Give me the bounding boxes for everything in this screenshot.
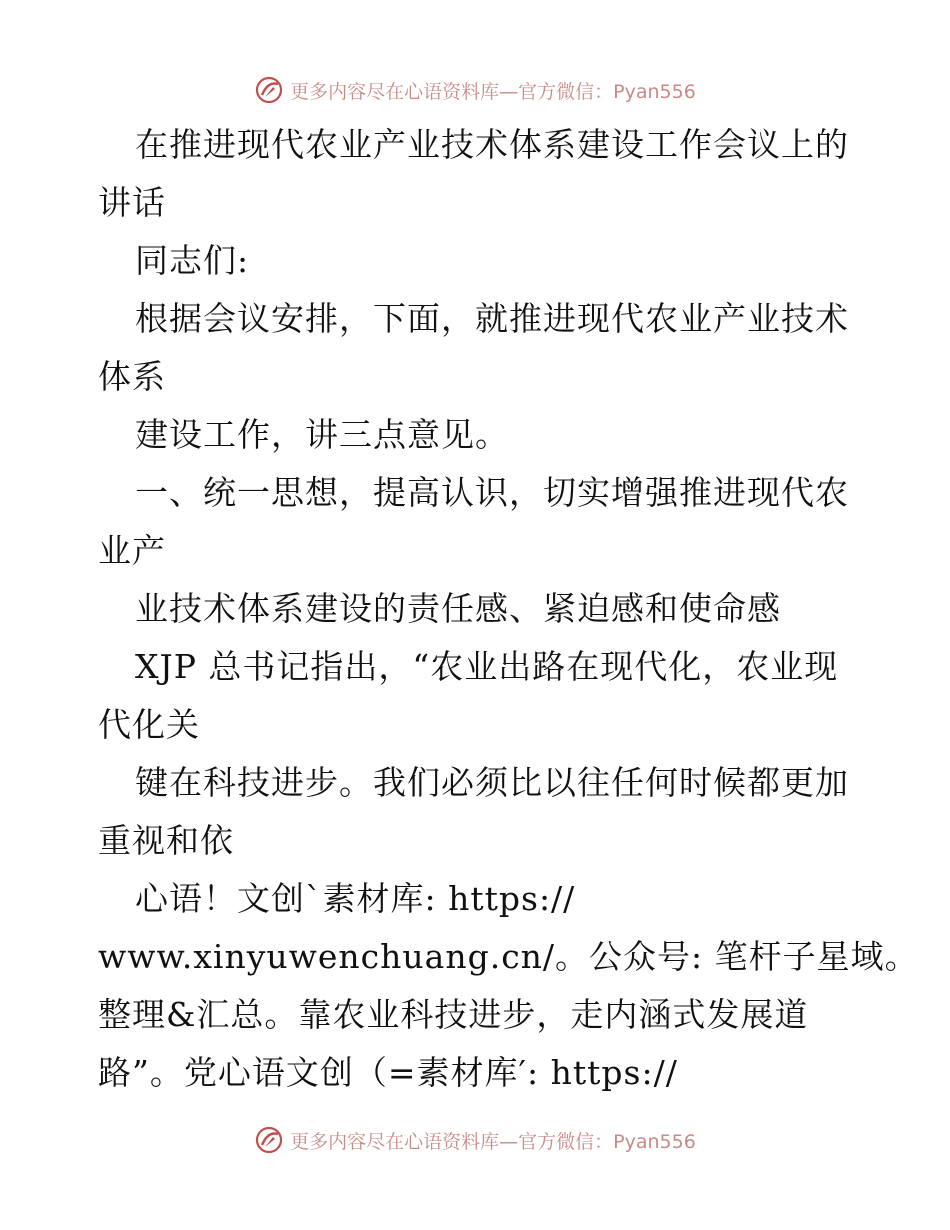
- text-line: 整理&汇总。靠农业科技进步，走内涵式发展道: [98, 995, 809, 1034]
- text-line: 一、统一思想，提高认识，切实增强推进现代农: [135, 473, 849, 512]
- text-line: www.xinyuwenchuang.cn/。公众号: 笔杆子星域。: [98, 937, 919, 976]
- document-body: [98, 116, 919, 1102]
- text-line: 业技术体系建设的责任感、紧迫感和使命感: [135, 589, 781, 628]
- text-line: 建设工作，讲三点意见。: [135, 415, 509, 454]
- text-line: 重视和依: [98, 821, 234, 860]
- pen-nib-swirl-icon: [254, 1125, 284, 1155]
- text-line: 键在科技进步。我们必须比以往任何时候都更加: [135, 763, 849, 802]
- pen-nib-swirl-icon: [254, 75, 284, 105]
- text-line: 业产: [98, 531, 166, 570]
- text-line: 同志们:: [135, 241, 250, 280]
- banner-text: 更多内容尽在心语资料库—官方微信：Pyan556: [290, 80, 696, 103]
- text-line: 讲话: [98, 183, 166, 222]
- header-banner: [0, 70, 950, 110]
- footer-banner: [0, 1120, 950, 1160]
- text-line: 心语！文创`素材库: https://: [135, 879, 576, 918]
- banner-text: 更多内容尽在心语资料库—官方微信：Pyan556: [290, 1130, 696, 1153]
- text-line: 根据会议安排，下面，就推进现代农业产业技术: [135, 299, 849, 338]
- text-line: XJP 总书记指出，“农业出路在现代化，农业现: [135, 647, 839, 686]
- text-line: 在推进现代农业产业技术体系建设工作会议上的: [135, 125, 849, 164]
- text-line: 路”。党心语文创（=素材库′: https://: [98, 1053, 678, 1092]
- text-line: 代化关: [98, 705, 200, 744]
- text-line: 体系: [98, 357, 166, 396]
